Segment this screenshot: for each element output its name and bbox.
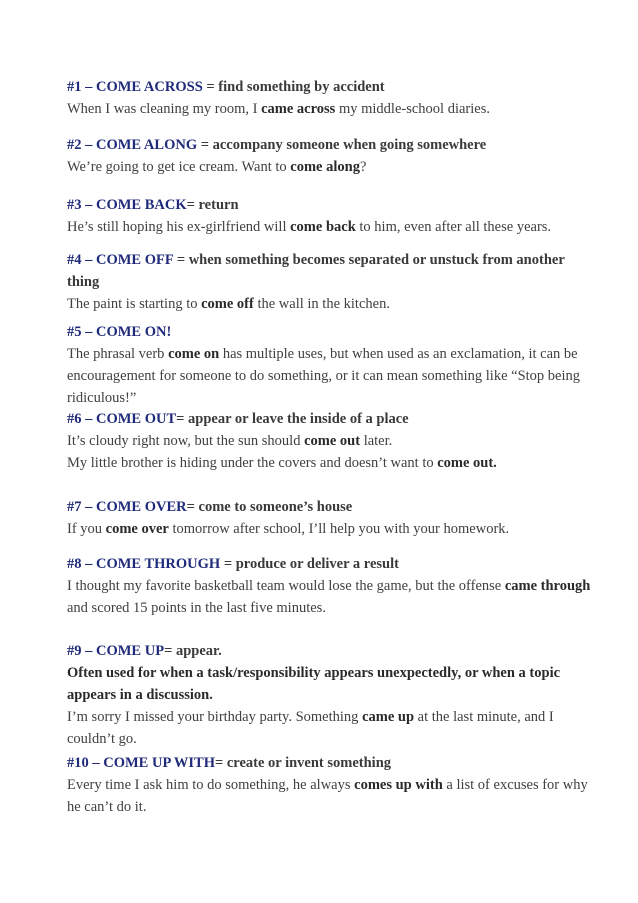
example-sentence: It’s cloudy right now, but the sun should come out later.: [67, 433, 393, 449]
entry-heading: [67, 752, 597, 774]
phrasal-verb: #1 – COME ACROSS: [67, 79, 203, 95]
entry-8: [67, 553, 597, 619]
example-sentence: When I was cleaning my room, I came across my middle-school diaries.: [67, 101, 490, 117]
definition: = create or invent something: [214, 755, 392, 771]
entry-2: [67, 134, 597, 178]
entry-heading: [67, 194, 597, 216]
definition: = accompany someone when going somewhere: [197, 137, 487, 153]
example-sentence: I thought my favorite basketball team would lose the game, but the offense came through and scored 15 points in the last five minutes.: [67, 578, 591, 616]
definition: = come to someone’s house: [186, 499, 353, 515]
definition: = appear or leave the inside of a place: [176, 411, 409, 427]
example-sentence: He’s still hoping his ex-girlfriend will come back to him, even after all these years.: [67, 219, 552, 235]
phrasal-verb: #2 – COME ALONG: [67, 137, 198, 153]
phrasal-verb: #3 – COME BACK: [67, 197, 187, 213]
entry-heading: [67, 249, 597, 293]
entry-heading: [67, 408, 597, 430]
phrasal-verb: #9 – COME UP: [67, 643, 165, 659]
entry-7: [67, 496, 597, 540]
usage-note: Often used for when a task/responsibility appears unexpectedly, or when a topic appears in a discussion.: [67, 665, 561, 703]
phrasal-verb: #4 – COME OFF: [67, 252, 174, 268]
phrasal-verb: #5 – COME ON!: [67, 324, 172, 340]
entry-heading: [67, 640, 597, 662]
entry-1: [67, 76, 597, 120]
entry-heading: [67, 76, 597, 98]
phrasal-verb: #10 – COME UP WITH: [67, 755, 215, 771]
entry-3: [67, 194, 597, 238]
entry-10: [67, 752, 597, 818]
definition: = produce or deliver a result: [220, 556, 399, 572]
entry-4: [67, 249, 597, 315]
phrasal-verb: #7 – COME OVER: [67, 499, 187, 515]
definition: = appear.: [164, 643, 222, 659]
definition: = return: [186, 197, 239, 213]
entry-5: [67, 321, 597, 409]
example-sentence: Every time I ask him to do something, he always comes up with a list of excuses for why he can’t do it.: [67, 777, 588, 815]
example-sentence: If you come over tomorrow after school, I’ll help you with your homework.: [67, 521, 510, 537]
example-sentence: We’re going to get ice cream. Want to come along?: [67, 159, 367, 175]
example-sentence: The paint is starting to come off the wall in the kitchen.: [67, 296, 390, 312]
example-sentence: I’m sorry I missed your birthday party. Something came up at the last minute, and I couldn’t go.: [67, 709, 554, 747]
entry-9: [67, 640, 597, 750]
entry-heading: [67, 553, 597, 575]
phrasal-verb: #6 – COME OUT: [67, 411, 177, 427]
entry-heading: [67, 321, 597, 343]
entry-heading: [67, 134, 597, 156]
example-sentence: My little brother is hiding under the covers and doesn’t want to come out.: [67, 455, 497, 471]
example-sentence: The phrasal verb come on has multiple uses, but when used as an exclamation, it can be encouragement for someone to do something, or it can mean something like “Stop being ridiculous!”: [67, 346, 581, 406]
phrasal-verb: #8 – COME THROUGH: [67, 556, 221, 572]
entry-6: [67, 408, 597, 474]
definition: = when something becomes separated or unstuck from another thing: [67, 252, 565, 290]
entry-heading: [67, 496, 597, 518]
definition: = find something by accident: [202, 79, 385, 95]
